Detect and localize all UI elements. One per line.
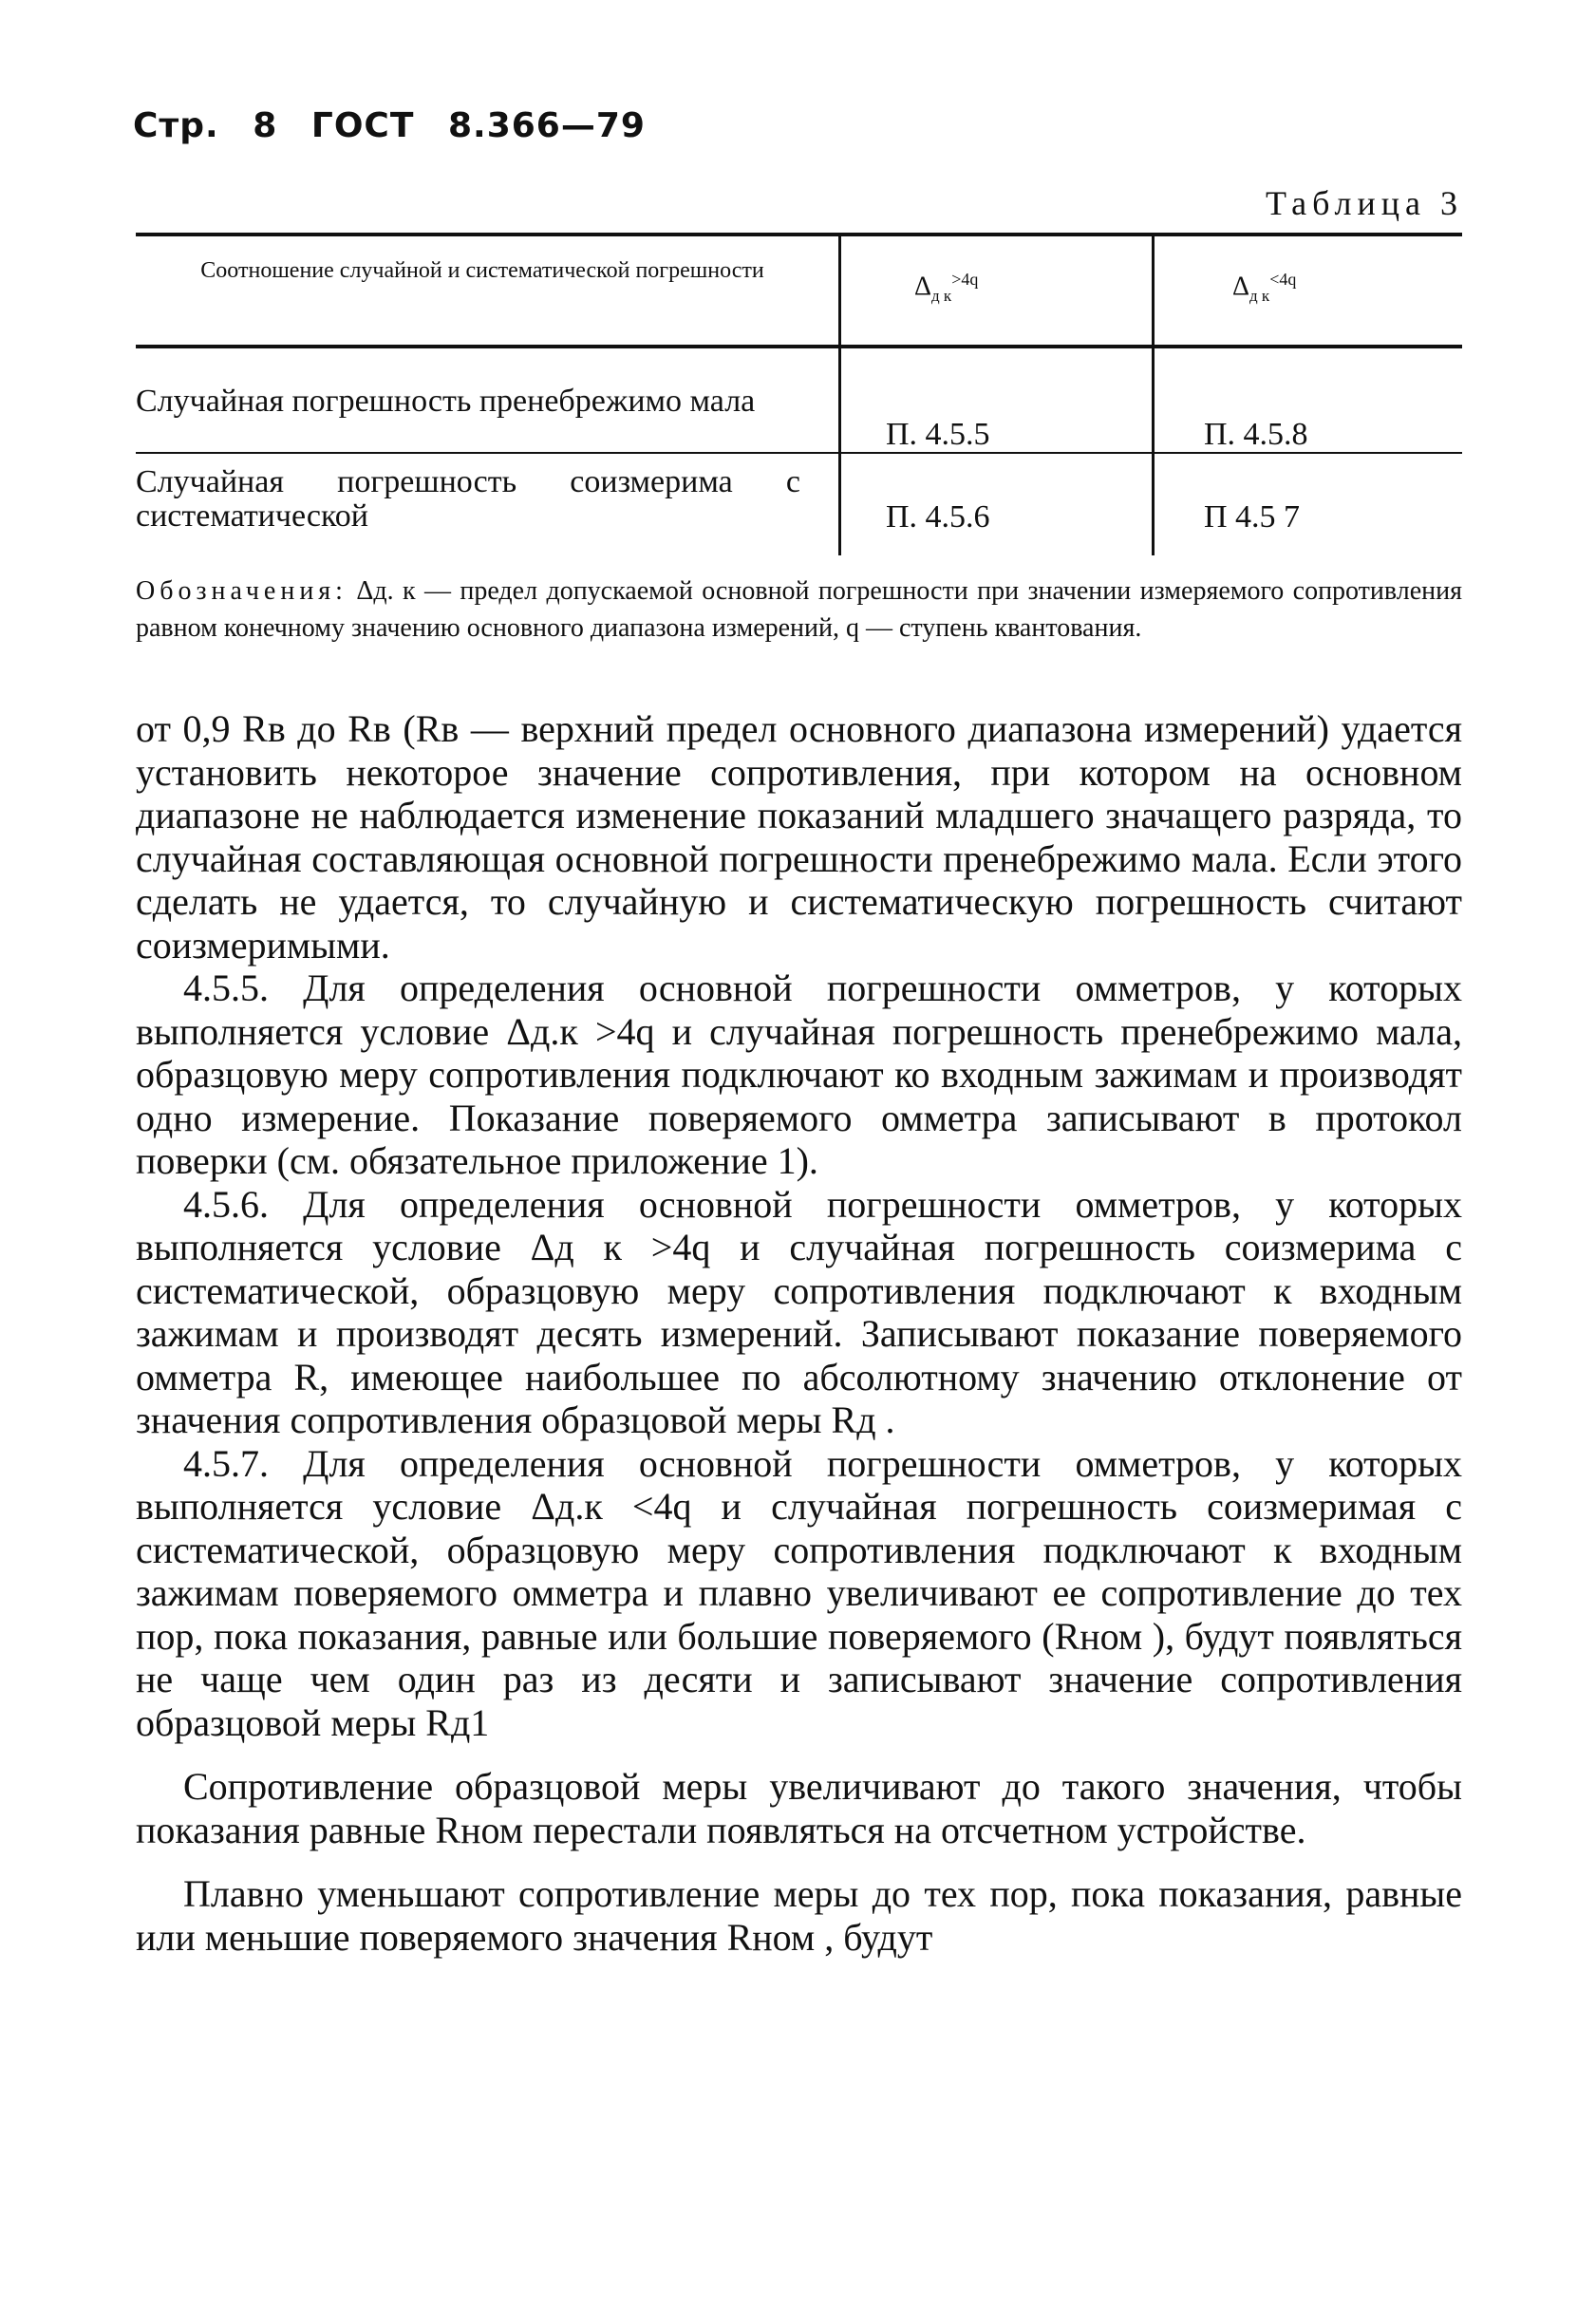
- table-col-divider: [1152, 236, 1155, 555]
- table-row-label: Случайная погрешность пренебрежимо мала: [136, 384, 756, 419]
- page-label: Стр.: [133, 106, 219, 145]
- main-text: [136, 707, 1462, 1959]
- delta-symbol: Δ: [914, 272, 932, 302]
- column-header-relation: Соотношение случайной и систематической погрешности: [200, 258, 764, 283]
- paragraph-4-5-5: 4.5.5. Для определения основной погрешности омметров, у которых выполняется условие Δд.к >4q и случайная погрешность пренебрежимо мала, образцовую меру сопротивления подключают ко входным зажимам и производят одно измерение. Показание поверяемого омметра записывают в протокол поверки (см. обязательное приложение 1).: [136, 967, 1462, 1182]
- column-header-delta-gt: [914, 271, 978, 305]
- table-col-divider: [838, 236, 841, 555]
- delta-subscript: д к: [1249, 286, 1270, 305]
- table-cell: П. 4.5.5: [886, 417, 990, 452]
- paragraph: Плавно уменьшают сопротивление меры до тех пор, пока показания, равные или меньшие поверяемого значения Rном , будут: [136, 1872, 1462, 1959]
- paragraph: от 0,9 Rв до Rв (Rв — верхний предел основного диапазона измерений) удается установить некоторое значение сопротивления, при котором на основном диапазоне не наблюдается изменение показаний младшего значащего разряда, то случайная составляющая основной погрешности пренебрежимо мала. Если этого сделать не удается, то случайную и систематическую погрешность считают соизмеримыми.: [136, 707, 1462, 967]
- table-header-rule: [136, 345, 1462, 348]
- delta-condition: <4q: [1269, 270, 1297, 289]
- data-table: [136, 233, 1462, 555]
- paragraph-4-5-6: 4.5.6. Для определения основной погрешности омметров, у которых выполняется условие Δд к >4q и случайная погрешность соизмерима с систематической, образцовую меру сопротивления подключают к входным зажимам и производят десять измерений. Записывают показание поверяемого омметра R, имеющее наибольшее по абсолютному значению отклонение от значения сопротивления образцовой меры Rд .: [136, 1182, 1462, 1441]
- table-notes: [136, 573, 1462, 647]
- table-top-rule: [136, 233, 1462, 236]
- table-cell: П. 4.5.8: [1204, 417, 1308, 452]
- delta-subscript: д к: [931, 286, 952, 305]
- column-header-delta-lt: [1232, 271, 1296, 305]
- standard-number: 8.366—79: [447, 106, 646, 145]
- page-number: 8: [253, 106, 278, 145]
- table-row-label: Случайная погрешность соизмерима с систематической: [136, 464, 800, 534]
- notes-label: Обозначения:: [136, 576, 347, 606]
- table-cell: П 4.5 7: [1204, 499, 1301, 535]
- delta-condition: >4q: [951, 270, 979, 289]
- standard-label: ГОСТ: [310, 106, 415, 145]
- delta-symbol: Δ: [1232, 272, 1250, 302]
- paragraph: Сопротивление образцовой меры увеличивают до такого значения, чтобы показания равные Rном перестали появляться на отсчетном устройстве.: [136, 1765, 1462, 1851]
- notes-text: Δд. к — предел допускаемой основной погрешности при значении измеряемого сопротивления равном конечному значению основного диапазона измерений, q — ступень квантования.: [136, 576, 1463, 643]
- page-header: [133, 106, 646, 145]
- table-caption: Таблица 3: [1266, 184, 1463, 222]
- table-cell: П. 4.5.6: [886, 499, 990, 535]
- paragraph-4-5-7: 4.5.7. Для определения основной погрешности омметров, у которых выполняется условие Δд.к <4q и случайная погрешность соизмеримая с систематической, образцовую меру сопротивления подключают к входным зажимам поверяемого омметра и плавно увеличивают ее сопротивление до тех пор, пока показания, равные или большие поверяемого (Rном ), будут появляться не чаще чем один раз из десяти и записывают значение сопротивления образцовой меры Rд1: [136, 1441, 1462, 1744]
- table-row-rule: [136, 452, 1462, 454]
